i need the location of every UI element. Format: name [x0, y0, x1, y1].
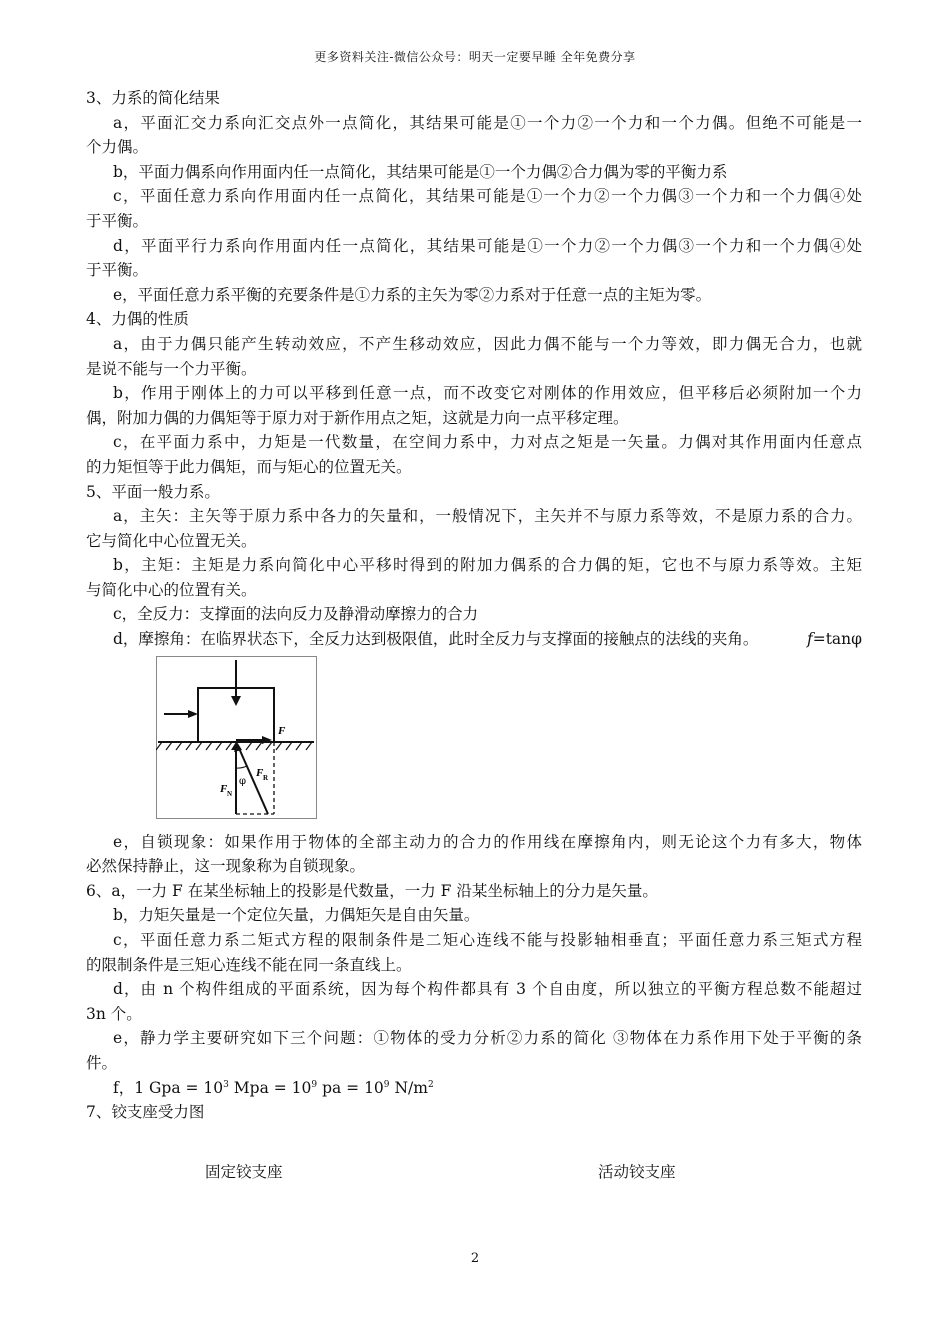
text-line: 必然保持静止，这一现象称为自锁现象。	[86, 857, 366, 876]
text-line: d，由 n 个构件组成的平面系统，因为每个构件都具有 3 个自由度，所以独立的平衡方程总数不能超过	[113, 980, 862, 999]
label-normal-force: F	[220, 782, 228, 795]
text-line: c，在平面力系中，力矩是一代数量，在空间力系中，力对点之矩是一矢量。力偶对其作用面内任意点	[113, 433, 862, 452]
caption-fixed-hinge: 固定铰支座	[205, 1163, 283, 1181]
push-arrow-head	[188, 710, 198, 718]
text-line: 4、力偶的性质	[86, 310, 189, 329]
text-line: c，全反力：支撑面的法向反力及静滑动摩擦力的合力	[113, 605, 479, 624]
text-line: 的力矩恒等于此力偶矩，而与矩心的位置无关。	[86, 457, 412, 476]
document-body	[86, 86, 862, 1125]
label-phi: φ	[239, 775, 247, 787]
text-line: 3n 个。	[86, 1004, 142, 1023]
text-line: c，平面任意力系二矩式方程的限制条件是二矩心连线不能与投影轴相垂直；平面任意力系三矩式方程	[113, 931, 862, 950]
label-normal-sub: N	[227, 789, 233, 798]
text-line: 的限制条件是三矩心连线不能在同一条直线上。	[86, 955, 412, 974]
text-line: 它与简化中心位置无关。	[86, 531, 257, 550]
text-line: e，自锁现象：如果作用于物体的全部主动力的合力的作用线在摩擦角内，则无论这个力有多大，物体	[113, 832, 862, 851]
text-line: d，平面平行力系向作用面内任一点简化，其结果可能是①一个力②一个力偶③一个力和一个力偶④处	[113, 236, 862, 255]
text-line: 于平衡。	[86, 211, 149, 230]
text-line: b，力矩矢量是一个定位矢量，力偶矩矢是自由矢量。	[113, 906, 480, 925]
friction-diagram	[156, 656, 318, 820]
text-line: 与简化中心的位置有关。	[86, 580, 257, 599]
page-number: 2	[470, 1251, 480, 1266]
text-line: e，静力学主要研究如下三个问题：①物体的受力分析②力系的简化 ③物体在力系作用下处于平衡的条	[113, 1029, 862, 1048]
support-captions	[0, 1160, 950, 1186]
label-resultant-sub: R	[263, 773, 269, 782]
label-resultant-force: F	[256, 766, 264, 779]
friction-formula-rest: =tanφ	[812, 630, 862, 649]
text-line: a，主矢：主矢等于原力系中各力的矢量和，一般情况下，主矢并不与原力系等效，不是原力系的合力。	[113, 507, 862, 526]
text-line: 个力偶。	[86, 138, 149, 157]
text-line: a，平面汇交力系向汇交点外一点简化，其结果可能是①一个力②一个力和一个力偶。但绝不可能是一	[113, 113, 862, 132]
text-line: 3、力系的简化结果	[86, 89, 220, 107]
units-p4: N/m	[389, 1078, 428, 1097]
units-p1: f，1 Gpa = 10	[113, 1078, 224, 1097]
text-block-2	[86, 830, 862, 1076]
units-p3: pa = 10	[317, 1078, 384, 1097]
text-line: 于平衡。	[86, 261, 149, 280]
text-block-1	[86, 86, 862, 627]
units-e2: 9	[311, 1079, 318, 1090]
text-line: a，由于力偶只能产生转动效应，不产生移动效应，因此力偶不能与一个力等效，即力偶无合力，也就	[113, 334, 862, 353]
units-line	[86, 1076, 862, 1101]
units-p2: Mpa = 10	[228, 1078, 312, 1097]
page-header: 更多资料关注-微信公众号：明天一定要早睡 全年免费分享	[314, 50, 636, 64]
text-line: c，平面任意力系向作用面内任一点简化，其结果可能是①一个力②一个力偶③一个力和一个力偶④处	[113, 187, 862, 206]
section-7-heading: 7、铰支座受力图	[86, 1103, 205, 1122]
friction-figure	[156, 656, 862, 822]
text-line: b，平面力偶系向作用面内任一点简化，其结果可能是①一个力偶②合力偶为零的平衡力系	[113, 162, 728, 181]
text-line: 5、平面一般力系。	[86, 482, 220, 501]
friction-angle-line	[86, 627, 862, 652]
text-line: 6、a，一力 F 在某坐标轴上的投影是代数量，一力 F 沿某坐标轴上的分力是矢量。	[86, 881, 658, 900]
units-e4: 2	[427, 1079, 434, 1090]
friction-formula-f: f	[806, 630, 813, 649]
text-line: b，主矩：主矩是力系向简化中心平移时得到的附加力偶系的合力偶的矩，它也不与原力系等效。主矩	[113, 556, 862, 575]
text-line: b，作用于刚体上的力可以平移到任意一点，而不改变它对刚体的作用效应，但平移后必须附加一个力	[113, 384, 862, 403]
label-friction-force: F	[278, 724, 286, 737]
caption-movable-hinge: 活动铰支座	[598, 1163, 676, 1181]
units-e1: 3	[223, 1079, 229, 1090]
angle-arc	[236, 766, 247, 768]
text-line: e，平面任意力系平衡的充要条件是①力系的主矢为零②力系对于任意一点的主矩为零。	[113, 285, 712, 304]
text-line: 偶，附加力偶的力偶矩等于原力对于新作用点之矩，这就是力向一点平移定理。	[86, 408, 629, 427]
units-e3: 9	[383, 1079, 390, 1090]
text-line: 件。	[86, 1054, 118, 1072]
friction-angle-text: d，摩擦角：在临界状态下，全反力达到极限值，此时全反力与支撑面的接触点的法线的夹角。	[113, 630, 759, 649]
text-line: 是说不能与一个力平衡。	[86, 359, 257, 378]
